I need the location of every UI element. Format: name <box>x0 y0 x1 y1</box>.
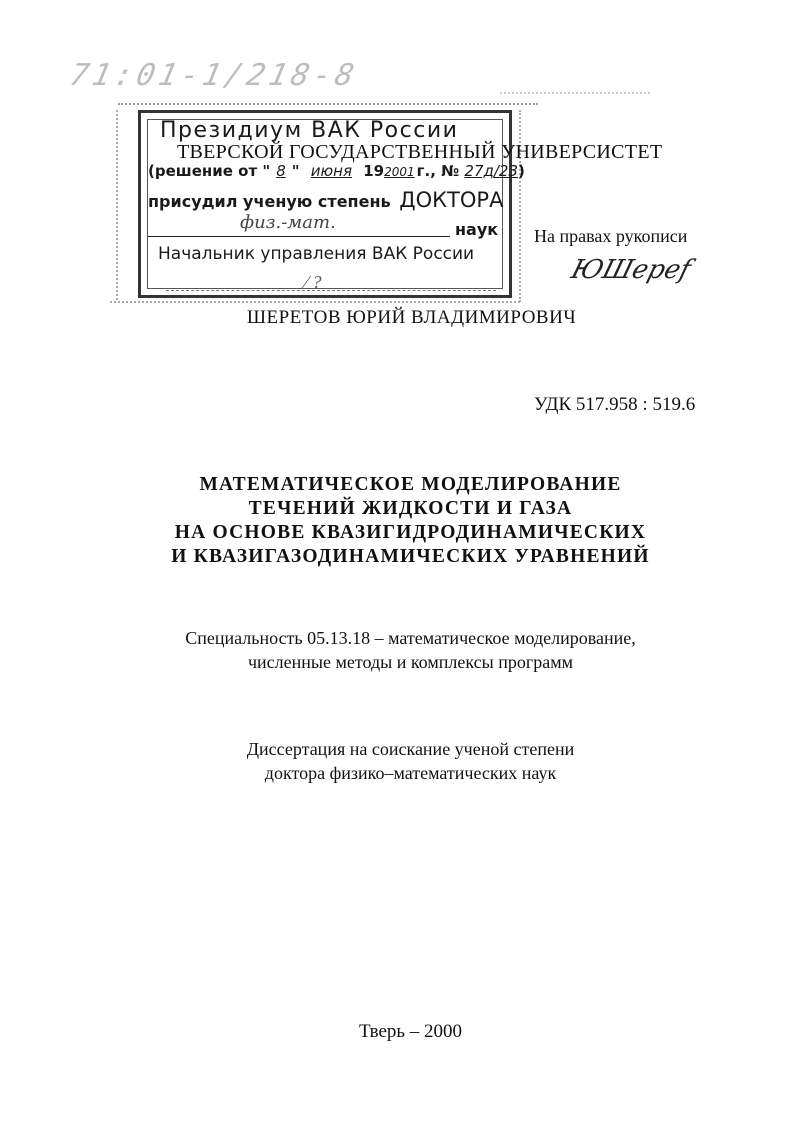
specialty-line: численные методы и комплексы программ <box>247 652 574 672</box>
title-line: НА ОСНОВЕ КВАЗИГИДРОДИНАМИЧЕСКИХ <box>174 522 647 543</box>
university-name: ТВЕРСКОЙ ГОСУДАРСТВЕННЫЙ УНИВЕРСИСТЕТ <box>177 141 663 163</box>
stamp-decision-year-suffix: 2001 <box>384 165 415 179</box>
dissertation-title <box>0 473 793 569</box>
stamp-awarded-degree: ДОКТОРА <box>399 188 504 212</box>
stamp-shadow-left <box>116 110 120 300</box>
stamp-decision-quote: " <box>291 162 300 180</box>
specialty <box>0 626 793 674</box>
stamp-shadow-right <box>519 110 523 302</box>
title-line: ТЕЧЕНИЙ ЖИДКОСТИ И ГАЗА <box>248 498 573 519</box>
stamp-decision-line <box>148 162 525 180</box>
degree-line: доктора физико–математических наук <box>264 763 557 783</box>
stamp-decision-suffix: ) <box>518 162 525 180</box>
title-line: И КВАЗИГАЗОДИНАМИЧЕСКИХ УРАВНЕНИЙ <box>171 546 650 567</box>
udc-code: УДК 517.958 : 519.6 <box>534 394 696 415</box>
degree-line: Диссертация на соискание ученой степени <box>246 739 575 759</box>
stamp-decision-mid: г., № <box>416 162 460 180</box>
stamp-signature-line <box>166 290 496 292</box>
stamp-awarded-prefix: присудил ученую степень <box>148 192 391 211</box>
stamp-title: Президиум ВАК России <box>160 118 459 143</box>
stamp-field-suffix: наук <box>455 220 499 239</box>
stamp-decision-prefix: (решение от " <box>148 162 271 180</box>
stamp-decision-day: 8 <box>276 162 286 180</box>
specialty-line: Специальность 05.13.18 – математическое моделирование, <box>185 628 636 648</box>
stamp-shadow-bottom <box>110 301 520 305</box>
stamp-awarded-line <box>148 188 503 212</box>
dissertation-degree <box>0 737 793 785</box>
stamp-signature-mark: ⁄ ? <box>305 272 322 292</box>
rights-note: На правах рукописи <box>534 226 688 246</box>
stamp-field-handwritten: физ.-мат. <box>240 212 336 233</box>
place-year: Тверь – 2000 <box>358 1021 463 1042</box>
archive-number-handwritten: 71:01-1/218-8 <box>66 58 362 93</box>
stamp-decision-year-prefix: 19 <box>363 162 385 180</box>
author-name: ШЕРЕТОВ ЮРИЙ ВЛАДИМИРОВИЧ <box>246 307 577 328</box>
stamp-decision-month: июня <box>310 162 353 180</box>
title-line: МАТЕМАТИЧЕСКОЕ МОДЕЛИРОВАНИЕ <box>199 474 622 495</box>
author-signature: ЮШереf <box>567 255 694 285</box>
stamp-chief-title: Начальник управления ВАК России <box>158 244 475 264</box>
stamp-shadow-top <box>118 103 538 107</box>
stamp-field-underline <box>148 236 450 237</box>
stamp-decision-number: 27д/23 <box>464 162 519 180</box>
